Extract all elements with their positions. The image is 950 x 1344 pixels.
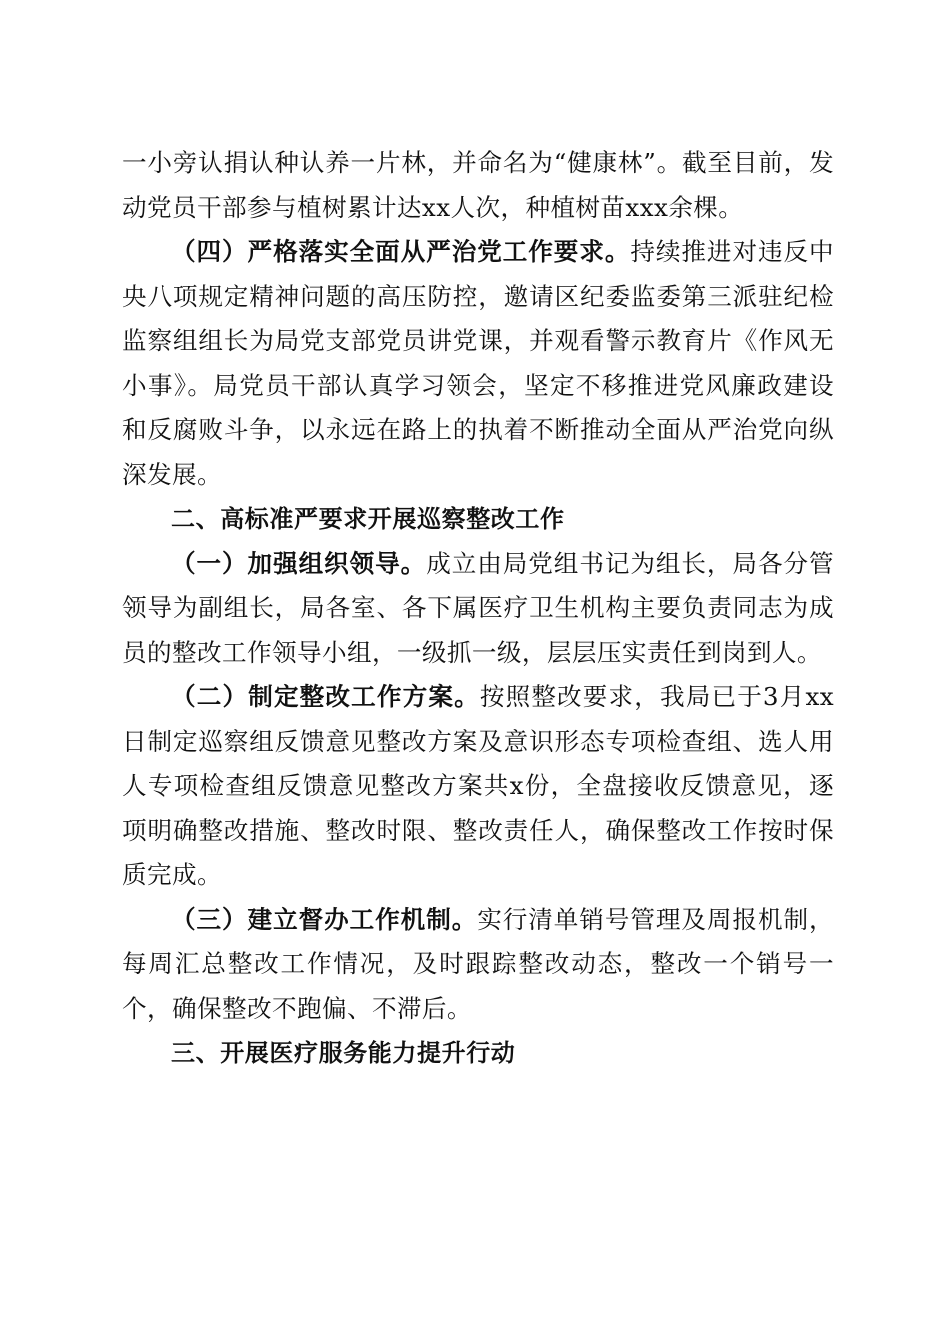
paragraph-text: 实行清单销号管理及周报机制，每周汇总整改工作情况，及时跟踪整改动态，整改一个销号一个，确保整改不跑偏、不滞后。: [122, 904, 834, 1023]
section-heading-medical-service: 三、开展医疗服务能力提升行动: [171, 1039, 516, 1067]
paragraph-text: 按照整改要求，我局已于3月xx日制定巡察组反馈意见整改方案及意识形态专项检查组、选人用人专项检查组反馈意见整改方案共x份，全盘接收反馈意见，逐项明确整改措施、整改时限、整改责任人，确保整改工作按时保质完成。: [122, 682, 835, 889]
paragraph-rectification-plan: [122, 675, 834, 898]
paragraph-supervision-mechanism: [122, 898, 834, 1032]
paragraph-text: 持续推进对违反中央八项规定精神问题的高压防控，邀请区纪委监委第三派驻纪检监察组组长为局党支部党员讲党课，并观看警示教育片《作风无小事》。局党员干部认真学习领会，坚定不移推进党风廉政建设和反腐败斗争，以永远在路上的执着不断推动全面从严治党向纵深发展。: [122, 237, 835, 489]
subheading-lead: （一）加强组织领导。: [171, 548, 427, 578]
document-page: [122, 141, 834, 1076]
subheading-lead: （三）建立督办工作机制。: [171, 904, 478, 934]
paragraph-text: 一小旁认捐认种认养一片林，并命名为“健康林”。截至目前，发动党员干部参与植树累计达xx人次，种植树苗xxx余棵。: [122, 148, 834, 222]
subheading-lead: （四）严格落实全面从严治党工作要求。: [171, 237, 631, 266]
paragraph-organization-leadership: [122, 542, 834, 676]
paragraph-text: 成立由局党组书记为组长，局各分管领导为副组长，局各室、各下属医疗卫生机构主要负责同志为成员的整改工作领导小组，一级抓一级，层层压实责任到岗到人。: [122, 548, 834, 667]
paragraph-health-forest: [122, 141, 834, 230]
subheading-lead: （二）制定整改工作方案。: [171, 682, 480, 711]
paragraph-party-discipline: [122, 230, 834, 497]
section-heading-inspection-rectification: 二、高标准严要求开展巡察整改工作: [171, 505, 565, 533]
